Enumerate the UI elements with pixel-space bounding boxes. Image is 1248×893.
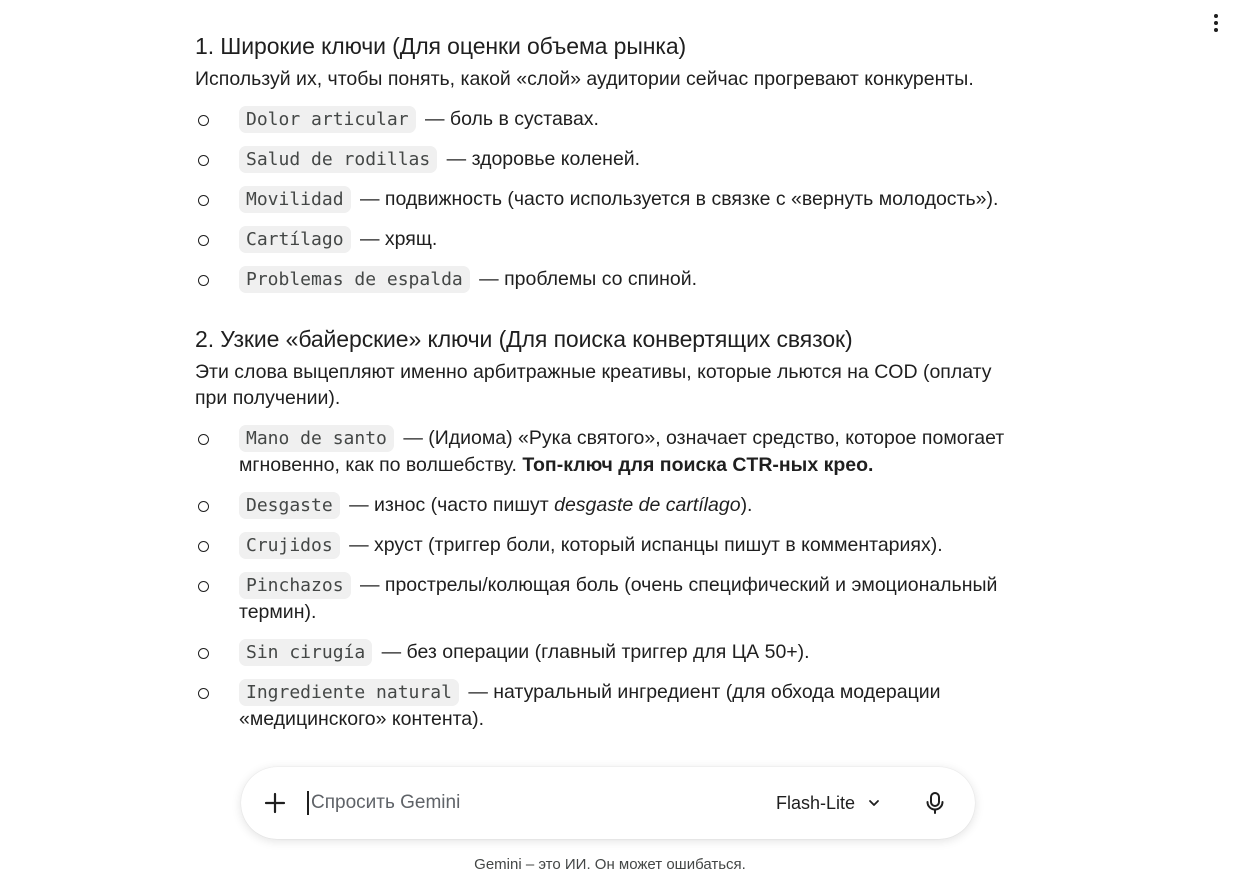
keyword-description: — (Идиома) «Рука святого», означает средство, которое помогает мгновенно, как по волшебству. [239,427,1005,476]
keyword-description: — без операции (главный триггер для ЦА 50+). [381,641,810,663]
keyword-description: — боль в суставах. [424,108,599,130]
keyword-example: desgaste de cartílago [554,494,741,516]
model-label: Flash-Lite [775,792,855,813]
keyword-description: — здоровье коленей. [446,148,641,170]
bullet-icon [198,115,209,126]
bullet-icon [198,501,209,512]
keyword-highlight: Топ-ключ для поиска CTR-ных крео. [522,454,874,476]
response-content [195,30,1015,746]
keyword-description: — натуральный ингредиент (для обхода модерации «медицинского» контента). [239,681,941,730]
mic-icon[interactable] [911,779,959,827]
section-title: 1. Широкие ключи (Для оценки объема рынка) [195,33,687,59]
section-broad-keys [195,30,1015,293]
keyword-description: — проблемы со спиной. [479,268,698,290]
bullet-icon [198,275,209,286]
list-item [195,679,1015,733]
keyword-code: Sin cirugía [239,639,372,666]
keyword-list [195,106,1015,293]
keyword-code: Dolor articular [239,106,416,133]
keyword-description: — износ (часто пишут [349,494,549,516]
list-item [195,146,1015,173]
bullet-icon [198,434,209,445]
bullet-icon [198,195,209,206]
keyword-code: Salud de rodillas [239,146,437,173]
keyword-code: Mano de santo [239,425,394,452]
keyword-description: — хрящ. [359,228,438,250]
section-narrow-keys [195,323,1015,733]
model-selector[interactable] [770,785,887,822]
keyword-code: Crujidos [239,532,340,559]
section-intro: Используй их, чтобы понять, какой «слой» аудитории сейчас прогревают конкуренты. [195,68,974,90]
keyword-list [195,425,1015,733]
more-options-icon[interactable] [1206,10,1226,36]
list-item [195,186,1015,213]
kebab-dot [1214,21,1218,25]
kebab-dot [1214,14,1218,18]
disclaimer-text: Gemini – это ИИ. Он может ошибаться. [474,856,746,873]
keyword-code: Desgaste [239,492,340,519]
bullet-icon [198,155,209,166]
list-item [195,106,1015,133]
chevron-down-icon [867,796,881,810]
plus-icon-svg [264,792,286,814]
plus-icon[interactable] [251,779,299,827]
mic-icon-svg [925,791,945,815]
list-item [195,639,1015,666]
list-item [195,266,1015,293]
section-title: 2. Узкие «байерские» ключи (Для поиска конвертящих связок) [195,326,853,352]
keyword-description: — подвижность (часто используется в связке с «вернуть молодость»). [359,188,999,210]
keyword-code: Ingrediente natural [239,679,459,706]
list-item [195,425,1015,479]
prompt-bar [241,767,975,839]
bullet-icon [198,235,209,246]
keyword-code: Problemas de espalda [239,266,470,293]
bullet-icon [198,541,209,552]
section-intro: Эти слова выцепляют именно арбитражные креативы, которые льются на COD (оплату при получении). [195,361,992,409]
bullet-icon [198,688,209,699]
keyword-description-end: ). [740,494,753,516]
keyword-code: Cartílago [239,226,351,253]
keyword-code: Pinchazos [239,572,351,599]
keyword-description: — хруст (триггер боли, который испанцы пишут в комментариях). [349,534,943,556]
list-item [195,572,1015,626]
bullet-icon [198,581,209,592]
list-item [195,226,1015,253]
keyword-code: Movilidad [239,186,351,213]
list-item [195,492,1015,519]
bullet-icon [198,648,209,659]
prompt-input[interactable] [307,791,770,815]
kebab-dot [1214,28,1218,32]
keyword-description: — прострелы/колющая боль (очень специфический и эмоциональный термин). [239,574,998,623]
list-item [195,532,1015,559]
